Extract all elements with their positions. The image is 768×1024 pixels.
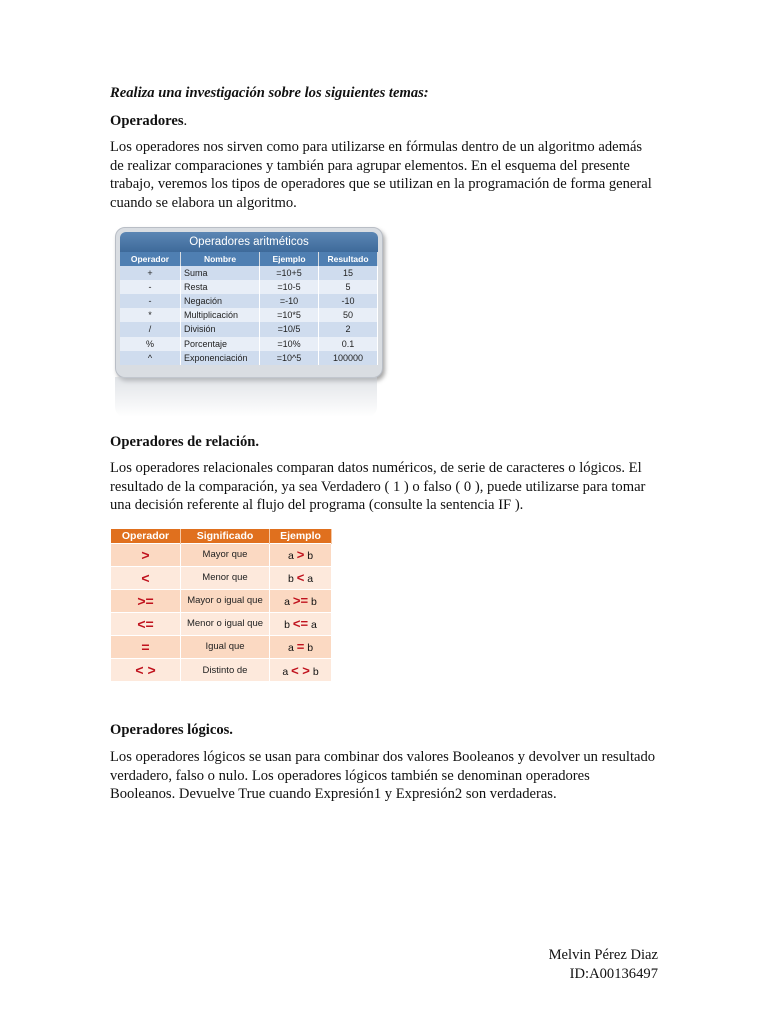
column-header: Nombre [181, 252, 260, 266]
column-header: Ejemplo [260, 252, 319, 266]
example-operand: a [282, 665, 289, 678]
operator-symbol: < > [111, 658, 181, 681]
student-id: ID:A00136497 [569, 965, 658, 982]
table-row [111, 612, 332, 635]
example-operand: b [311, 596, 317, 609]
table-row [111, 566, 332, 589]
table-cell: - [120, 280, 181, 294]
table-row [120, 266, 378, 280]
operator-example [270, 635, 332, 658]
table-cell: * [120, 308, 181, 322]
operator-symbol: <= [111, 612, 181, 635]
section-body-logicos: Los operadores lógicos se usan para combinar dos valores Booleanos y devolver un resultado verdadero, falso o nulo. Los operadores lógicos también se denominan operadores Booleanos. Devuelve True cuando Expresión1 y Expresión2 son verdaderas. [110, 749, 656, 803]
table-cell: Negación [181, 294, 260, 308]
arithmetic-operators-figure [115, 227, 383, 417]
operator-example [270, 566, 332, 589]
operator-symbol: < [111, 566, 181, 589]
table-cell: % [120, 337, 181, 351]
table-cell: 0.1 [319, 337, 378, 351]
operator-meaning: Mayor o igual que [181, 589, 270, 612]
author-name: Melvin Pérez Diaz [548, 947, 658, 963]
operator-symbol: = [111, 635, 181, 658]
relational-table-header-row [111, 529, 332, 544]
table-cell: Porcentaje [181, 337, 260, 351]
example-operand: b [307, 550, 314, 563]
arithmetic-table-title: Operadores aritméticos [120, 232, 378, 252]
example-operator: >= [292, 593, 309, 609]
table-cell: Resta [181, 280, 260, 294]
operator-symbol: > [111, 543, 181, 566]
operator-example [270, 543, 332, 566]
example-operand: b [284, 619, 290, 632]
table-row [120, 337, 378, 351]
table-cell: 2 [319, 322, 378, 336]
table-cell: - [120, 294, 181, 308]
example-operand: b [307, 642, 314, 655]
table-cell: =10+5 [260, 266, 319, 280]
heading-text: Operadores [110, 112, 184, 129]
relational-operators-table [111, 529, 332, 682]
example-operator: <= [292, 616, 309, 632]
example-operand: a [284, 596, 290, 609]
table-row [120, 308, 378, 322]
signature-block [549, 946, 658, 983]
example-operand: a [287, 642, 294, 655]
column-header: Ejemplo [270, 529, 332, 544]
operator-meaning: Menor o igual que [181, 612, 270, 635]
operator-meaning: Igual que [181, 635, 270, 658]
operator-example [270, 612, 332, 635]
operator-example [270, 589, 332, 612]
table-cell: División [181, 322, 260, 336]
table-cell: Exponenciación [181, 351, 260, 365]
example-operand: b [287, 573, 294, 586]
table-cell: =-10 [260, 294, 319, 308]
table-cell: -10 [319, 294, 378, 308]
example-operator: < [296, 570, 305, 586]
operator-symbol: >= [111, 589, 181, 612]
operator-meaning: Mayor que [181, 543, 270, 566]
table-cell: =10-5 [260, 280, 319, 294]
table-row [111, 658, 332, 681]
intro-text: Realiza una investigación sobre los siguientes temas: [110, 85, 429, 101]
table-row [111, 543, 332, 566]
section-heading-relacion: Operadores de relación. [110, 433, 260, 450]
column-header: Operador [120, 252, 181, 266]
table-cell: 5 [319, 280, 378, 294]
section-body-relacion: Los operadores relacionales comparan datos numéricos, de serie de caracteres o lógicos. El resultado de la comparación, ya sea Verdadero ( 1 ) o falso ( 0 ), puede utilizarse para tomar una decisión referente al flujo del programa (consulte la sentencia IF ). [110, 460, 646, 514]
table-cell: Suma [181, 266, 260, 280]
example-operand: a [287, 550, 294, 563]
table-cell: Multiplicación [181, 308, 260, 322]
table-row [111, 635, 332, 658]
example-operand: a [307, 573, 314, 586]
table-cell: =10*5 [260, 308, 319, 322]
column-header: Significado [181, 529, 270, 544]
table-row [120, 351, 378, 365]
example-operator: = [296, 639, 305, 655]
table-cell: =10/5 [260, 322, 319, 336]
arithmetic-table [120, 252, 378, 365]
table-cell: 100000 [319, 351, 378, 365]
table-row [120, 294, 378, 308]
example-operator: > [296, 547, 305, 563]
table-cell: =10^5 [260, 351, 319, 365]
operator-meaning: Distinto de [181, 658, 270, 681]
heading-suffix: . [183, 112, 188, 129]
operator-meaning: Menor que [181, 566, 270, 589]
table-cell: 15 [319, 266, 378, 280]
table-cell: =10% [260, 337, 319, 351]
table-reflection [115, 377, 377, 417]
example-operand: b [312, 665, 319, 678]
table-cell: ^ [120, 351, 181, 365]
example-operator: < > [291, 662, 310, 678]
operator-example [270, 658, 332, 681]
table-cell: + [120, 266, 181, 280]
section-heading-logicos: Operadores lógicos. [110, 722, 233, 739]
table-row [120, 322, 378, 336]
column-header: Operador [111, 529, 181, 544]
column-header: Resultado [319, 252, 378, 266]
example-operand: a [311, 619, 317, 632]
table-row [111, 589, 332, 612]
table-cell: 50 [319, 308, 378, 322]
document-page [110, 84, 658, 818]
table-row [120, 280, 378, 294]
section-heading-operadores [110, 112, 658, 131]
arithmetic-table-card [115, 227, 383, 378]
arithmetic-table-header-row [120, 252, 378, 266]
section-body-operadores: Los operadores nos sirven como para utilizarse en fórmulas dentro de un algoritmo además de realizar comparaciones y también para agrupar elementos. En el esquema del presente trabajo, veremos los tipos de operadores que se utilizan en la programación de forma general cuando se elabora un algoritmo. [110, 139, 652, 211]
table-cell: / [120, 322, 181, 336]
